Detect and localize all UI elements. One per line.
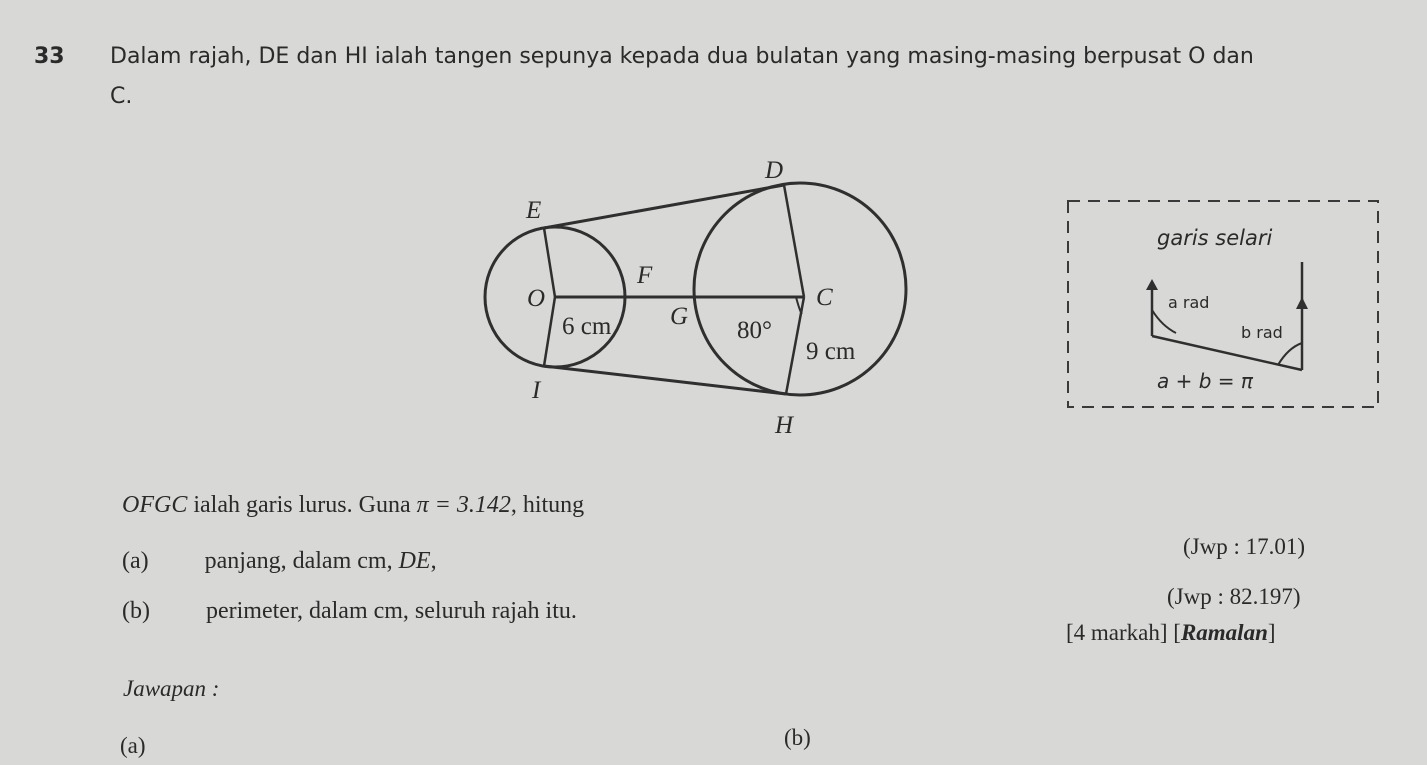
label-H: H: [775, 412, 794, 439]
part-b-label: (b): [122, 598, 150, 624]
question-number: 33: [34, 44, 65, 69]
marks-italic: Ramalan: [1180, 620, 1268, 645]
note-title: garis selari: [1157, 226, 1273, 250]
large-circle: [694, 183, 906, 395]
part-a-italic: DE: [398, 548, 431, 574]
radius-OE: [544, 228, 555, 297]
marks-close: ]: [1267, 620, 1276, 645]
part-a-answer-hint: (Jwp : 17.01): [1183, 534, 1306, 559]
label-C: C: [816, 284, 833, 311]
answer-b-label: (b): [784, 725, 811, 750]
instruction: [122, 492, 584, 519]
instruction-pi: π = 3.142: [416, 492, 511, 518]
note-equation: a + b = π: [1157, 369, 1253, 393]
label-F: F: [637, 262, 653, 289]
label-E: E: [526, 197, 542, 224]
label-radius-large: 9 cm: [806, 338, 856, 365]
question-text-line-2: C.: [110, 84, 133, 109]
marks-note: [1066, 620, 1276, 646]
label-radius-small: 6 cm: [562, 313, 612, 340]
note-b-label: b rad: [1241, 323, 1283, 342]
answer-a-label: (a): [120, 733, 146, 758]
angle-arc: [796, 297, 802, 314]
instruction-tail: , hitung: [510, 492, 585, 518]
angle-b-arc: [1278, 343, 1302, 365]
part-a-tail: ,: [430, 548, 437, 574]
label-I: I: [532, 377, 541, 404]
note-a-label: a rad: [1168, 293, 1210, 312]
label-G: G: [670, 303, 689, 330]
parallel-arrow-right-icon: [1296, 297, 1308, 309]
label-O: O: [527, 285, 546, 312]
part-a-text: panjang, dalam cm,: [204, 548, 399, 574]
radius-CD: [784, 185, 804, 297]
tangent-line-HI: [544, 366, 786, 394]
label-D: D: [765, 157, 784, 184]
instruction-text: ialah garis lurus. Guna: [187, 492, 417, 518]
part-b-text: perimeter, dalam cm, seluruh rajah itu.: [205, 598, 577, 624]
angle-a-arc: [1152, 310, 1176, 333]
part-b-answer-hint: (Jwp : 82.197): [1167, 584, 1301, 609]
parallel-arrow-left-icon: [1146, 279, 1158, 290]
instruction-subject: OFGC: [122, 492, 188, 518]
part-a: [122, 548, 437, 575]
part-a-label: (a): [122, 548, 149, 574]
radius-OI: [544, 297, 555, 366]
marks-text: [4 markah] [: [1066, 620, 1181, 645]
answer-heading: Jawapan :: [123, 676, 220, 701]
label-angle: 80°: [737, 317, 772, 344]
tangent-line-DE: [544, 185, 784, 228]
part-b: [122, 598, 577, 625]
question-text-line-1: Dalam rajah, DE dan HI ialah tangen sepunya kepada dua bulatan yang masing-masing berpusat O dan: [110, 44, 1254, 69]
